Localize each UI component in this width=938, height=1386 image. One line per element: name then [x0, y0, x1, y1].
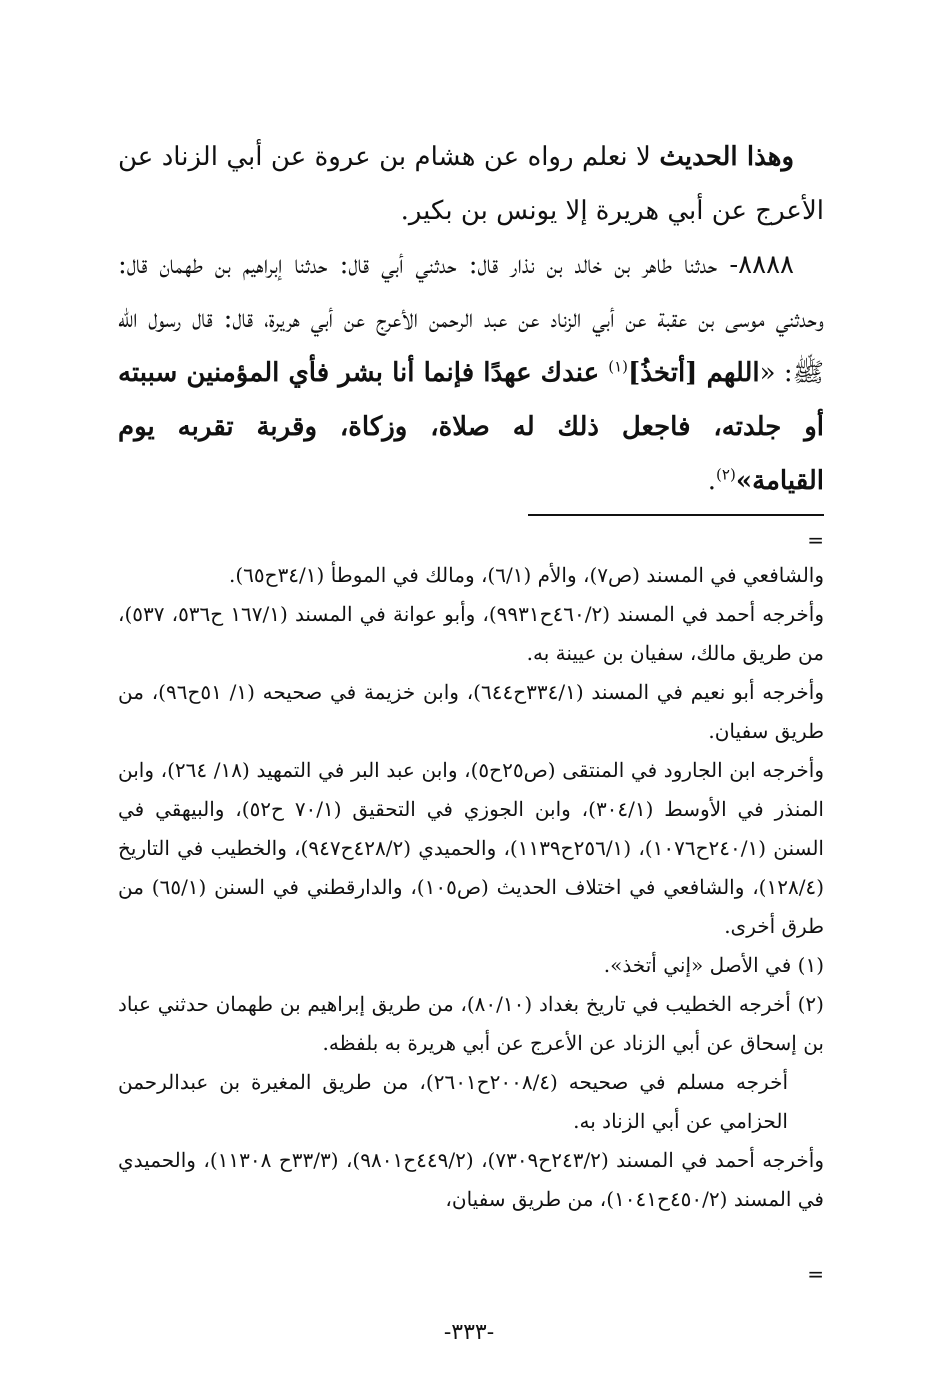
hadith-text-part2: عندك عهدًا فإنما أنا بشر فأي المؤمنين سببته أو جلدته، فاجعل ذلك له صلاة، وزكاة، وقربة تقربه يوم القيامة: [118, 358, 824, 496]
footnote-ref-2[interactable]: (٢): [716, 465, 736, 484]
footnote-ref-1[interactable]: (١): [608, 357, 628, 376]
footnote-continuation-line: وأخرجه ابن الجارود في المنتقى (ص٢٥ح٥)، وابن عبد البر في التمهيد (١٨/ ٢٦٤)، وابن المنذر في الأوسط (٣٠٤/١)، وابن الجوزي في التحقيق (٧٠/١ ح٥٢)، والبيهقي في السنن (٢٤٠/١ح١٠٧٦)، (٢٥٦/١ح١١٣٩)، والحميدي (٤٢٨/٢ح٩٤٧)، والخطيب في التاريخ (١٢٨/٤)، والشافعي في اختلاف الحديث (ص١٠٥)، والدارقطني في السنن (٦٥/١) من طرق أخرى.: [118, 758, 824, 938]
footnote-continuation-line: وأخرجه أحمد في المسند (٤٦٠/٢ح٩٩٣١)، وأبو عوانة في المسند (١٦٧/١ ح٥٣٦، ٥٣٧)، من طريق مالك، سفيان بن عيينة به.: [118, 602, 825, 665]
footnote-continuation-line: وأخرجه أبو نعيم في المسند (٣٣٤/١ح٦٤٤)، وابن خزيمة في صحيحه (١/ ٥١ح٩٦)، من طريق سفيان.: [118, 680, 824, 743]
paragraph-2-end: .: [707, 466, 717, 496]
main-text: [118, 130, 824, 508]
footnote-2-line: وأخرجه أحمد في المسند (٢٤٣/٢ح٧٣٠٩)، (٤٤٩/٢ح٩٨٠١)، (٣٣/٣ح ١١٣٠٨)، والحميدي في المسند (٤٥٠/٢ح١٠٤١)، من طريق سفيان،: [118, 1148, 824, 1211]
footnote-separator: [528, 514, 824, 516]
continuation-marker-top: =: [807, 528, 824, 552]
continuation-marker-bottom: =: [807, 1262, 824, 1286]
hadith-text-part1: اللهم [أتخذُ]: [627, 358, 760, 388]
footnote-2-line: أخرجه مسلم في صحيحه (٢٠٠٨/٤ح٢٦٠١)، من طريق المغيرة بن عبدالرحمن الحزامي عن أبي الزناد به.: [118, 1070, 789, 1133]
footnotes: [118, 556, 824, 1219]
page-number: -٣٣٣-: [443, 1320, 495, 1345]
paragraph-1: [118, 130, 824, 238]
quote-close: »: [735, 466, 753, 496]
footnote-2: (٢) أخرجه الخطيب في تاريخ بغداد (٨٠/١٠)، من طريق إبراهيم بن طهمان حدثني عباد بن إسحاق عن أبي الزناد عن الأعرج عن أبي هريرة به بلفظه.: [118, 992, 824, 1055]
paragraph-2: [118, 238, 824, 508]
footnote-1: (١) في الأصل «إني أتخذ».: [603, 953, 824, 977]
paragraph-2-text: ٨٨٨٨- حدثنا طاهر بن خالد بن نذار قال: حدثني أبي قال: حدثنا إبراهيم بن طهمان قال: وحدثني موسى بن عقبة عن أبي الزناد عن عبد الرحمن الأعرج عن أبي هريرة، قال: قال رسول الله ﷺ: «: [118, 250, 824, 388]
bold-phrase: وهذا الحديث: [659, 142, 794, 172]
paragraph-1-text: لا نعلم رواه عن هشام بن عروة عن أبي الزناد عن الأعرج عن أبي هريرة إلا يونس بن بكير.: [118, 142, 824, 226]
footnote-continuation-line: والشافعي في المسند (ص٧)، والأم (٦/١)، ومالك في الموطأ (٣٤/١ح٦٥).: [228, 563, 824, 587]
